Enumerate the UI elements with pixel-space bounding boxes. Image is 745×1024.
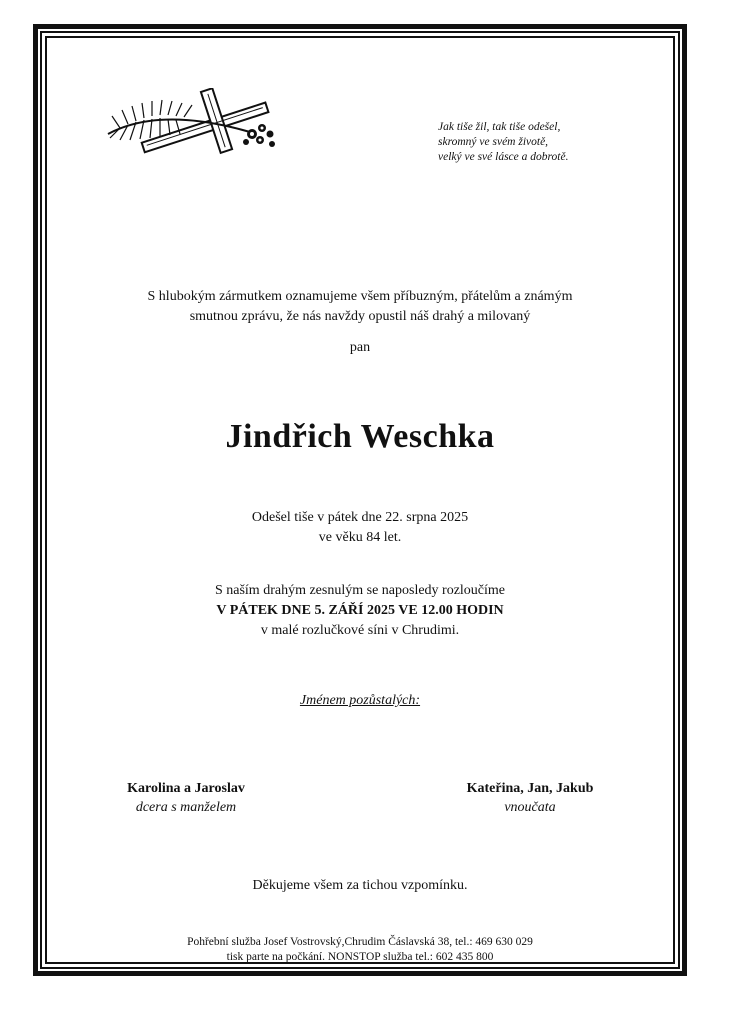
on-behalf-heading <box>46 693 674 709</box>
mourning-frame-inner <box>45 36 675 964</box>
on-behalf-text: Jménem pozůstalých: <box>299 693 421 708</box>
mourner-relation: vnoučata <box>504 800 556 815</box>
announcement-line: S hlubokým zármutkem oznamujeme všem příbuzným, přátelům a známým <box>147 289 573 304</box>
deceased-name: Jindřich Weschka <box>225 418 495 455</box>
thanks-text: Děkujeme všem za tichou vzpomínku. <box>252 878 468 893</box>
mourner-group <box>420 779 640 817</box>
mourner-names: Karolina a Jaroslav <box>127 781 245 796</box>
poem-line: skromný ve svém životě, <box>438 136 549 148</box>
footer-line: Pohřební služba Josef Vostrovský,Chrudim Čáslavská 38, tel.: 469 630 029 <box>187 936 533 948</box>
farewell-datetime: V PÁTEK DNE 5. ZÁŘÍ 2025 VE 12.00 HODIN <box>216 603 504 618</box>
footer-line: tisk parte na počkání. NONSTOP služba tel.: 602 435 800 <box>226 951 494 963</box>
poem-line: velký ve své lásce a dobrotě. <box>438 151 569 163</box>
memorial-poem <box>438 120 658 165</box>
death-info <box>46 508 674 548</box>
farewell-info <box>46 581 674 641</box>
announcement-text <box>46 287 674 327</box>
title-word: pan <box>349 340 371 355</box>
death-age: ve věku 84 let. <box>318 530 402 545</box>
poem-line: Jak tiše žil, tak tiše odešel, <box>438 121 561 133</box>
announcement-line: smutnou zprávu, že nás navždy opustil náš drahý a milovaný <box>189 309 531 324</box>
mourner-group <box>76 779 296 817</box>
farewell-place: v malé rozlučkové síni v Chrudimi. <box>260 623 460 638</box>
death-date: Odešel tiše v pátek dne 22. srpna 2025 <box>251 510 469 525</box>
farewell-intro: S naším drahým zesnulým se naposledy rozloučíme <box>214 583 506 598</box>
mourner-relation: dcera s manželem <box>135 800 237 815</box>
mourner-names: Kateřina, Jan, Jakub <box>466 781 594 796</box>
cross-palm-branch-icon <box>100 88 282 166</box>
funeral-service-footer <box>46 935 674 965</box>
